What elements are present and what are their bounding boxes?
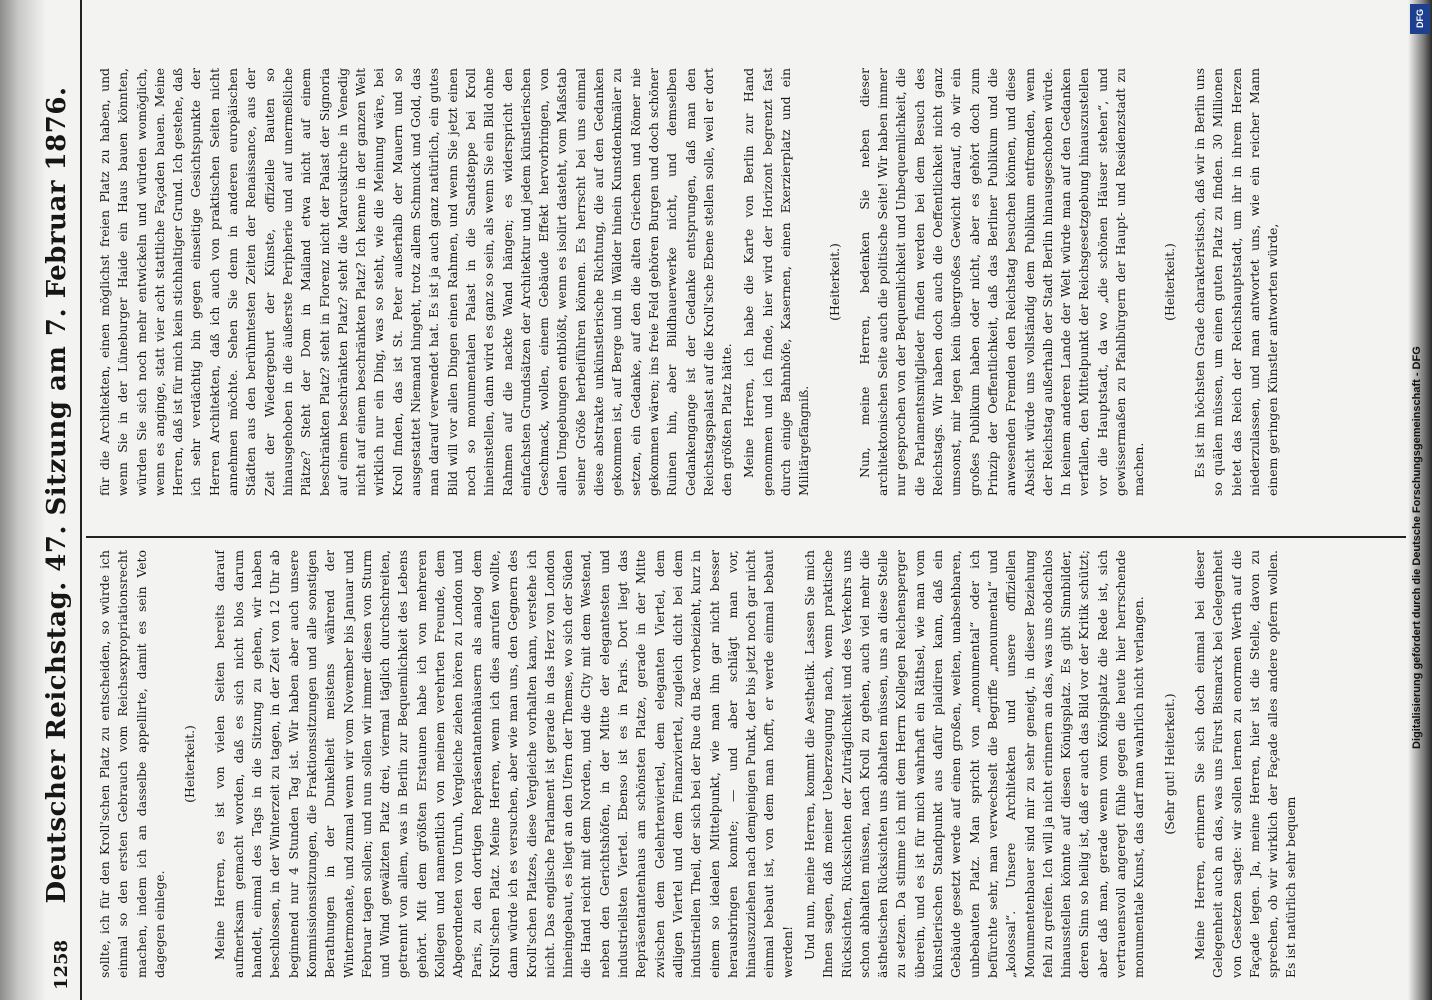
header-rule bbox=[80, 0, 82, 1000]
page-number: 1258 bbox=[51, 939, 72, 990]
column-rule bbox=[86, 536, 1406, 538]
paragraph: Und nun, meine Herren, kommt die Aesthetik. Lassen Sie mich Ihnen sagen, daß meiner Ueberzeugung nach, wenn praktische Rücksichten, Rücksichten der Zuträglichkeit und des Verkehrs uns schon abhalten müssen, nach Kroll zu gehen, auch viel mehr die ästhetischen Rücksichten uns abhalten müssen, uns an diese Stelle zu setzen. Da stimme ich mit dem Herrn Kollegen Reichensperger überein, und es ist für mich wahrhaft ein Räthsel, wie man vom künstlerischen Standpunkt aus dafür plaidiren kann, daß ein Gebäude gesetzt werde auf einen großen, weiten, unabsehbaren, unbebauten Platz. Man spricht von „monumental“ oder ich befürchte sehr, man verwechselt die Begriffe „monumental“ und „kolossal“. Unsere Architekten und unsere offiziellen Monumentenbauer sind mir zu sehr geneigt, in dieser Beziehung fehl zu greifen. Ich will ja nicht erinnern an das, was uns obdachlos hinausstellen könnte auf diesen Königsplatz. Es gibt Sinnbilder, deren Sinn so heilig ist, daß er auch das Bild vor der Kritik schützt; aber daß man, gerade wenn vom Königsplatz die Rede ist, sich vertrauensvoll angeregt fühle gegen die heute hier herrschende monumentale Kunst, das darf man wahrlich nicht verlangen. bbox=[801, 550, 1147, 978]
paragraph: Meine Herren, erinnern Sie sich doch einmal bei dieser Gelegenheit auch an das, was uns Fürst Bismarck bei Gelegenheit von Gesetzen sagte: wir sollen lernen zu enormen Werth auf die Façade legen. Ja, meine Herren, hier ist die Stelle, davon zu sprechen, ob wir wirklich der Façade alles andere opfern wollen. Es ist natürlich sehr bequem bbox=[1191, 550, 1299, 978]
interjection: (Heiterkeit.) bbox=[826, 243, 842, 321]
text-column-right bbox=[96, 68, 1386, 496]
text-column-left bbox=[96, 550, 1386, 978]
paragraph: für die Architekten, einen möglichst freien Platz zu haben, und wenn Sie in der Lüneburger Haide ein Haus bauen könnten, würden Sie sich noch mehr entwickeln und würden womöglich, wenn es anginge, statt vier acht stattliche Façaden bauen. Meine Herren, daß ist für mich kein stichhaltiger Grund. Ich gestehe, daß ich sehr verdächtig bin gegen einseitige Gesichtspunkte der Herren Architekten, daß ich auch von praktischen Seiten nicht annehmen möchte. Sehen Sie denn in anderen europäischen Städten aus den berühmtesten Zeiten der Renaissance, aus der Zeit der Wiedergeburt der Künste, offizielle Bauten so hinausgehoben in die äußerste Peripherie und auf unermeßliche Plätze? Steht der Dom in Mailand etwa nicht auf einem beschränkten Platz? steht in Florenz nicht der Palast der Signoria auf einem beschränkten Platz? steht die Marcuskirche in Venedig nicht auf einem beschränkten Platz? Ich kenne in der ganzen Welt wirklich nur ein Ding, was so steht, wie die Meinung wäre, bei Kroll finden, das ist St. Peter außerhalb der Mauern und so ausgestattet Niemand hingeht, trotz allem Schmuck und Gold, das man darauf verwendet hat. Es ist ja auch ganz natürlich, ein gutes Bild will vor allen Dingen einen Rahmen, und wenn Sie jetzt einen noch so monumentalen Palast in die Sandsteppe bei Kroll hineinstellen, dann wird es ganz so sein, als wenn Sie ein Bild ohne Rahmen auf die nackte Wand hängen; es widerspricht den einfachsten Grundsätzen der Architektur und jedem künstlerischen Geschmack, wollen, einem Gebäude Effekt hervorbringen, von allen Umgebungen entblößt, wenn es isolirt dasteht, vom Maßstab seiner Größe herbeiführen können. Es herrscht bei uns einmal diese abstrakte unkünstlerische Richtung, die auf den Gedanken gekommen ist, auf Berge und in Wälder hinein Kunstdenkmäler zu setzen, ein Gedanke, auf den die alten Griechen und Römer nie gekommen wären; ins freie Feld gehören Burgen und doch schöner Ruinen hin, aber Bildhauerwerke nicht, und demselben Gedankengange ist der Gedanke entsprungen, daß man den Reichstagspalast auf die Kroll'sche Ebene stellen solle, weil er dort den größten Platz hätte. bbox=[97, 68, 735, 496]
paragraph: Meine Herren, es ist von vielen Seiten bereits darauf aufmerksam gemacht worden, daß es sich nicht blos darum handelt, einmal des Tags in die Sitzung zu gehen, wir haben beschlossen, in der Winterzeit zu tagen, in der Zeit von 12 Uhr ab beginnend nur 4 Stunden Tag ist. Wir haben aber auch unsere Kommissionssitzungen, die Fraktionssitzungen und alle sonstigen Berathungen in der Dunkelheit meistens während der Wintermonate, und zumal wenn wir vom November bis Januar und Februar tagen sollen; und nun sollen wir immer diesen von Sturm und Wind gewälzten Platz drei, viermal täglich durchschreiten, getrennt von allem, was in Berlin zur Bequemlichkeit des Lebens gehört. Mit dem größten Erstaunen habe ich von mehreren Kollegen und namentlich von meinem verehrten Freunde, dem Abgeordneten von Unruh, Vergleiche ziehen hören zu London und Paris, zu den dortigen Repräsentantenhäusern als analog dem Kroll'schen Platz. Meine Herren, wenn ich dies anrufen wollte, dann würde ich es versuchen, aber wie man uns, den Gegnern des Kroll'schen Platzes, diese Vergleiche vorhalten kann, verstehe ich nicht. Das englische Parlament ist gerade in das Herz von London hineingebaut, es liegt an den Ufern der Themse, wo sich der Süden die Hand reicht mit dem Norden, und die City mit dem Westend, neben den Gerichtshöfen, in der Mitte der elegantesten und industriellsten Viertel. Ebenso ist es in Paris. Dort liegt das Repräsentantenhaus am schönsten Platze, gerade in der Mitte zwischen dem Gelehrtenviertel, dem eleganten Viertel, dem adligen Viertel und dem Finanzviertel, zugleich dicht bei dem industriellen Theil, der sich bei der Rue du Bac vorbeizieht, kurz in einem so idealen Mittelpunkt, wie man ihn gar nicht besser herausbringen konnte; — und aber schlägt man vor, hinauszuziehen nach demjenigen Punkt, der bis jetzt noch gar nicht einmal bebaut ist, von dem man hofft, er werde einmal bebaut werden! bbox=[212, 550, 795, 978]
dfg-logo: DFG bbox=[1410, 4, 1430, 34]
paragraph: Meine Herren, ich habe die Karte von Berlin zur Hand genommen und ich finde, hier wird der Horizont begrenzt fast durch einige Bahnhöfe, Kasernen, einen Exerzierplatz und ein Militärgefängniß. bbox=[741, 68, 812, 496]
paragraph: Nun, meine Herren, bedenken Sie neben dieser architektonischen Seite auch die politische Seite! Wir haben immer nur gesprochen von der Bequemlichkeit und Unbequemlichkeit, die die Parlamentsmitglieder finden werden bei dem Besuch des Reichstags. Wir haben doch auch die Oeffentlichkeit nicht ganz umsonst, mir legen kein übergroßes Gewicht darauf, ob wir ein großes Publikum haben oder nicht, aber es gehört doch zum Prinzip der Oeffentlichkeit, daß das Berliner Publikum und die anwesenden Fremden den Reichstag besuchen können, und diese Absicht würde uns vollständig dem Publikum entfremden, wenn der Reichstag außerhalb der Stadt Berlin hinausgeschoben würde. In keinem anderen Lande der Welt würde man auf den Gedanken verfallen, den Mittelpunkt der Reichsgesetzgebung hinauszustellen vor die Hauptstadt, da wo „die schönen Häuser stehen“, und gewissermaßen zu Pfahlbürgern der Haupt- und Residenzstadt zu machen. bbox=[856, 68, 1147, 496]
running-header bbox=[10, 0, 72, 1000]
interjection: (Heiterkeit.) bbox=[1161, 243, 1177, 321]
interjection: (Sehr gut! Heiterkeit.) bbox=[1161, 693, 1177, 835]
running-title: Deutscher Reichstag. 47. Sitzung am 7. Februar 1876. bbox=[42, 86, 72, 904]
paragraph: Es ist im höchsten Grade charakteristisch, daß wir in Berlin uns so quälen müssen, um einen guten Platz zu finden. 30 Millionen bietet das Reich der Reichshauptstadt, um ihr in ihrem Herzen niederzulassen, und man antwortet uns, wie ein reicher Mann einem geringen Künstler antworten würde, bbox=[1191, 68, 1281, 496]
digitization-credit: Digitalisierung gefördert durch die Deutsche Forschungsgemeinschaft - DFG bbox=[1411, 346, 1423, 750]
interjection: (Heiterkeit.) bbox=[182, 725, 198, 803]
paragraph: sollte, ich für den Kroll'schen Platz zu entscheiden, so würde ich einmal so den ersten Gebrauch vom Reichsexpropriationsrecht machen, indem ich an dasselbe appellirte, damit es sein Veto dagegen einlege. bbox=[97, 550, 167, 978]
